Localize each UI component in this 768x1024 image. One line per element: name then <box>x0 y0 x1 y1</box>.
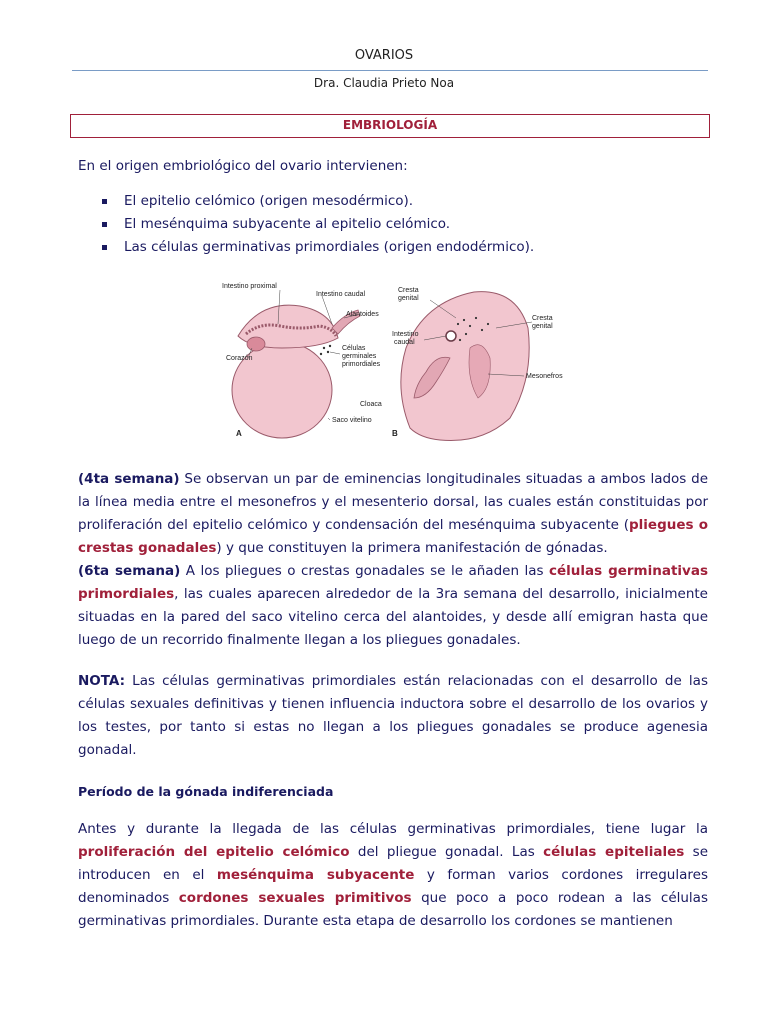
label-germinales: germinales <box>342 353 377 360</box>
intro-paragraph: En el origen embriológico del ovario intervienen: <box>78 158 408 174</box>
indifferent-gonad-paragraph <box>78 818 708 933</box>
gut-section-shape <box>446 331 456 341</box>
label-intestino-b: Intestino <box>392 331 419 338</box>
paragraph-text: , las cuales aparecen alrededor de la 3ra semana del desarrollo, inicialmente situadas en la pared del saco vitelino cerca del alantoides, y desde allí emigran hasta que luego de un recorrido finalmente llegan a los pliegues gonadales. <box>78 586 708 648</box>
list-item: Las células germinativas primordiales (origen endodérmico). <box>100 236 534 259</box>
paragraph-text: Antes y durante la llegada de las células germinativas primordiales, tiene lugar la <box>78 821 708 837</box>
paragraph-text: del pliegue gonadal. Las <box>349 844 544 860</box>
note-paragraph <box>78 670 708 762</box>
label-corazon: Corazón <box>226 355 253 362</box>
label-intestino-proximal: Intestino proximal <box>222 283 277 290</box>
label-primordiales: primordiales <box>342 361 381 368</box>
panel-letter-a: A <box>236 429 242 438</box>
highlight-term: cordones sexuales primitivos <box>178 890 412 906</box>
section-title: EMBRIOLOGÍA <box>70 114 710 138</box>
label-cresta-genital-top-2: genital <box>398 295 419 302</box>
document-title: OVARIOS <box>354 48 414 63</box>
paragraph-text: Las células germinativas primordiales están relacionadas con el desarrollo de las células sexuales definitivas y tienen influencia inductora sobre el desarrollo de los ovarios y los testes, por tanto si estas no llegan a los pliegues gonadales se produce agenesia gonadal. <box>78 673 708 758</box>
highlight-term: pliegues o crestas gonadales <box>78 517 708 556</box>
label-cresta-genital-right-2: genital <box>532 323 553 330</box>
heart-shape <box>247 337 265 351</box>
header-divider <box>72 70 708 71</box>
week-6-label: (6ta semana) <box>78 563 181 579</box>
label-mesonefros: Mesonefros <box>526 373 563 380</box>
label-saco-vitelino: Saco vitelino <box>332 417 372 424</box>
list-item: El mesénquima subyacente al epitelio celómico. <box>100 213 534 236</box>
highlight-term: proliferación del epitelio celómico <box>78 844 350 860</box>
label-intestino-caudal: Intestino caudal <box>316 291 366 298</box>
paragraph-text: y forman varios cordones irregulares denominados <box>78 867 708 906</box>
label-caudal-b: caudal <box>394 339 415 346</box>
embryo-figure <box>220 278 570 446</box>
paragraph-text: A los pliegues o crestas gonadales se le añaden las <box>180 563 550 579</box>
label-cloaca: Cloaca <box>360 401 382 408</box>
paragraph-text: Se observan un par de eminencias longitudinales situadas a ambos lados de la línea media entre el mesonefros y el mesenterio dorsal, las cuales están constituidas por proliferación del epitelio celómico y condensación del mesénquima subyacente ( <box>78 471 709 533</box>
highlight-term: mesénquima subyacente <box>216 867 415 883</box>
panel-letter-b: B <box>392 429 398 438</box>
embryo-b-shape <box>401 292 529 441</box>
note-label: NOTA: <box>78 673 126 689</box>
paragraph-text: ) y que constituyen la primera manifestación de gónadas. <box>216 540 608 556</box>
label-alantoides: Alantoides <box>346 311 379 318</box>
paragraph-text: se introducen en el <box>78 844 709 883</box>
label-cresta-genital-right: Cresta <box>532 315 553 322</box>
origin-list <box>100 190 534 259</box>
subsection-heading: Período de la gónada indiferenciada <box>78 784 334 799</box>
development-paragraph <box>78 468 708 652</box>
label-celulas: Células <box>342 345 366 352</box>
week-4-label: (4ta semana) <box>78 471 180 487</box>
highlight-term: células epiteliales <box>543 844 685 860</box>
highlight-term: células germinativas primordiales <box>78 563 708 602</box>
author-name: Dra. Claudia Prieto Noa <box>313 76 455 90</box>
label-cresta-genital-top: Cresta <box>398 287 419 294</box>
list-item: El epitelio celómico (origen mesodérmico). <box>100 190 534 213</box>
paragraph-text: que poco a poco rodean a las células germinativas primordiales. Durante esta etapa de desarrollo los cordones se mantienen <box>78 890 708 929</box>
